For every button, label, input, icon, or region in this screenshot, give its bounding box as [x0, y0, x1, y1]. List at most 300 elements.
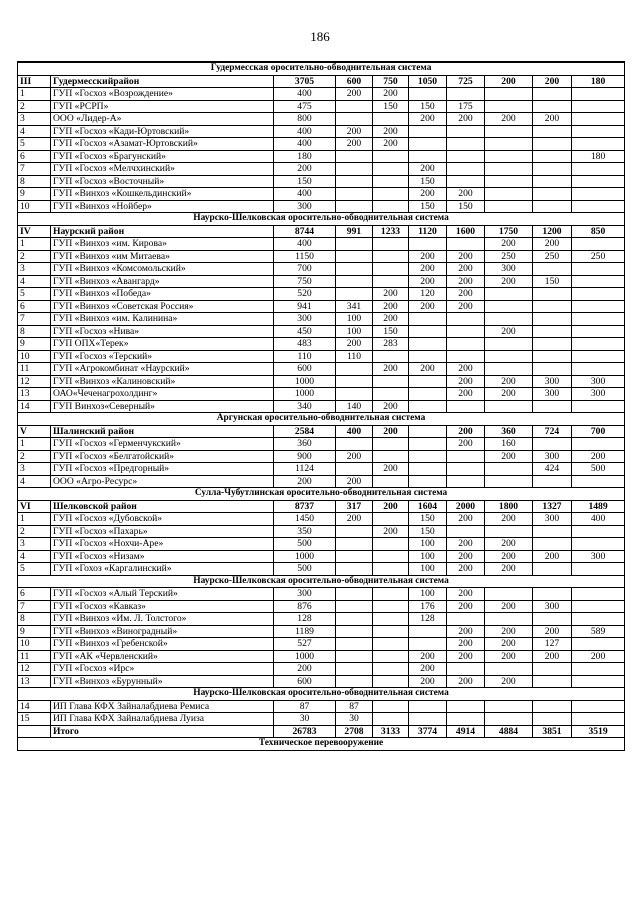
value-cell: 200 [373, 313, 409, 326]
row-number: 13 [18, 388, 51, 401]
value-cell [373, 113, 409, 126]
value-cell [373, 150, 409, 163]
value-cell [572, 338, 625, 351]
table-row [18, 313, 625, 326]
value-cell: 500 [572, 463, 625, 476]
system-header-row [18, 488, 625, 501]
value-cell: 1000 [274, 388, 336, 401]
value-cell: 200 [409, 263, 447, 276]
value-cell: 150 [274, 175, 336, 188]
value-cell: 600 [336, 75, 373, 88]
system-name: Гудермесская оросительно-обводнительная система [18, 62, 625, 75]
value-cell [447, 338, 485, 351]
system-header-row [18, 688, 625, 701]
value-cell [373, 613, 409, 626]
value-cell [336, 250, 373, 263]
value-cell: 800 [274, 113, 336, 126]
value-cell: 200 [447, 513, 485, 526]
value-cell [533, 588, 572, 601]
value-cell [409, 88, 447, 101]
value-cell [533, 188, 572, 201]
value-cell [373, 175, 409, 188]
value-cell [447, 350, 485, 363]
value-cell [533, 150, 572, 163]
value-cell: 500 [274, 563, 336, 576]
value-cell [533, 138, 572, 151]
enterprise-name: ГУП «РСРП» [51, 100, 274, 113]
value-cell: 941 [274, 300, 336, 313]
value-cell: 4884 [485, 725, 533, 738]
irrigation-table [17, 61, 625, 751]
system-name: Сулла-Чубутлинская оросительно-обводнительная система [18, 488, 625, 501]
row-number: 10 [18, 200, 51, 213]
row-number: 10 [18, 350, 51, 363]
district-total-row [18, 500, 625, 513]
value-cell [373, 375, 409, 388]
value-cell: 200 [447, 250, 485, 263]
value-cell [533, 363, 572, 376]
row-number: 1 [18, 438, 51, 451]
value-cell [373, 438, 409, 451]
value-cell [409, 338, 447, 351]
row-number: 4 [18, 475, 51, 488]
enterprise-name: Шалинский район [51, 425, 274, 438]
value-cell [409, 638, 447, 651]
row-number: 3 [18, 113, 51, 126]
row-number: 3 [18, 463, 51, 476]
value-cell: 200 [447, 563, 485, 576]
table-row [18, 325, 625, 338]
value-cell [409, 325, 447, 338]
value-cell [336, 650, 373, 663]
row-number: 14 [18, 400, 51, 413]
value-cell: 300 [485, 263, 533, 276]
value-cell [373, 588, 409, 601]
system-header-row [18, 62, 625, 75]
value-cell: 2584 [274, 425, 336, 438]
value-cell: 1233 [373, 225, 409, 238]
value-cell [485, 138, 533, 151]
value-cell: 200 [485, 275, 533, 288]
value-cell: 26783 [274, 725, 336, 738]
value-cell: 341 [336, 300, 373, 313]
value-cell: 200 [447, 388, 485, 401]
value-cell [533, 100, 572, 113]
value-cell [447, 400, 485, 413]
value-cell: 200 [274, 475, 336, 488]
value-cell [336, 538, 373, 551]
value-cell [533, 400, 572, 413]
value-cell [336, 625, 373, 638]
value-cell [409, 400, 447, 413]
value-cell: 200 [447, 600, 485, 613]
value-cell: 1150 [274, 250, 336, 263]
row-number: 9 [18, 188, 51, 201]
value-cell: 150 [373, 325, 409, 338]
value-cell: 300 [572, 388, 625, 401]
enterprise-name: Гудермесскийрайон [51, 75, 274, 88]
value-cell [572, 288, 625, 301]
enterprise-name: ГУП «Винхоз «Виноградный» [51, 625, 274, 638]
value-cell: 360 [485, 425, 533, 438]
value-cell: 200 [409, 113, 447, 126]
value-cell: 200 [485, 650, 533, 663]
value-cell: 300 [533, 450, 572, 463]
value-cell [533, 263, 572, 276]
value-cell: 200 [485, 600, 533, 613]
district-total-row [18, 725, 625, 738]
value-cell [336, 663, 373, 676]
system-name: Аргунская оросительно-обводнительная система [18, 413, 625, 426]
value-cell [447, 525, 485, 538]
enterprise-name: ГУП «Госхоз «Восточный» [51, 175, 274, 188]
table-row [18, 650, 625, 663]
value-cell: 4914 [447, 725, 485, 738]
value-cell: 200 [409, 275, 447, 288]
value-cell [485, 663, 533, 676]
value-cell: 150 [533, 275, 572, 288]
value-cell [409, 350, 447, 363]
enterprise-name: ГУП «Госхоз «Пахарь» [51, 525, 274, 538]
value-cell [447, 700, 485, 713]
value-cell: 400 [274, 188, 336, 201]
value-cell [533, 350, 572, 363]
value-cell [572, 663, 625, 676]
value-cell [409, 713, 447, 726]
value-cell [485, 588, 533, 601]
value-cell [336, 375, 373, 388]
value-cell [373, 163, 409, 176]
value-cell: 1000 [274, 650, 336, 663]
enterprise-name: ГУП «Винхоз «Гребенской» [51, 638, 274, 651]
value-cell: 1189 [274, 625, 336, 638]
value-cell [533, 338, 572, 351]
value-cell: 200 [485, 675, 533, 688]
value-cell: 200 [485, 75, 533, 88]
value-cell [336, 163, 373, 176]
table-row [18, 100, 625, 113]
value-cell: 200 [373, 125, 409, 138]
table-row [18, 375, 625, 388]
value-cell: 200 [373, 425, 409, 438]
enterprise-name: ГУП «Винхоз «Победа» [51, 288, 274, 301]
value-cell [336, 550, 373, 563]
system-header-row [18, 738, 625, 751]
value-cell: 100 [336, 325, 373, 338]
value-cell [447, 313, 485, 326]
system-header-row [18, 413, 625, 426]
enterprise-name: ГУП «Винхоз «им. Кирова» [51, 238, 274, 251]
value-cell: 340 [274, 400, 336, 413]
value-cell [373, 275, 409, 288]
value-cell: 200 [447, 650, 485, 663]
enterprise-name: ГУП «Винхоз «Нойбер» [51, 200, 274, 213]
value-cell [409, 375, 447, 388]
system-name: Техническое перевооружение [18, 738, 625, 751]
table-row [18, 713, 625, 726]
value-cell [485, 700, 533, 713]
row-number: 5 [18, 288, 51, 301]
value-cell: 200 [447, 625, 485, 638]
enterprise-name: ГУП «Винхоз «им. Калинина» [51, 313, 274, 326]
row-number: 4 [18, 275, 51, 288]
value-cell: 176 [409, 600, 447, 613]
value-cell [447, 150, 485, 163]
value-cell: 750 [274, 275, 336, 288]
row-number: 10 [18, 638, 51, 651]
table-row [18, 438, 625, 451]
value-cell: 150 [409, 100, 447, 113]
row-number: 2 [18, 525, 51, 538]
value-cell: 128 [274, 613, 336, 626]
value-cell: 3851 [533, 725, 572, 738]
enterprise-name: ГУП «Винхоз «им Митаева» [51, 250, 274, 263]
enterprise-name: ГУП «АК «Червленский» [51, 650, 274, 663]
row-number: 5 [18, 138, 51, 151]
value-cell [485, 475, 533, 488]
value-cell [572, 600, 625, 613]
value-cell [447, 238, 485, 251]
enterprise-name: ГУП «Винхоз «Кошкельдинский» [51, 188, 274, 201]
row-number: 5 [18, 563, 51, 576]
enterprise-name: ГУП ОПХ«Терек» [51, 338, 274, 351]
value-cell: 1489 [572, 500, 625, 513]
value-cell [572, 325, 625, 338]
value-cell [409, 475, 447, 488]
row-number: 12 [18, 663, 51, 676]
value-cell [572, 113, 625, 126]
value-cell [336, 638, 373, 651]
value-cell [336, 525, 373, 538]
value-cell: 110 [336, 350, 373, 363]
value-cell [336, 238, 373, 251]
table-row [18, 250, 625, 263]
row-number: 9 [18, 338, 51, 351]
row-number: 4 [18, 550, 51, 563]
row-number: 7 [18, 313, 51, 326]
value-cell: 100 [336, 313, 373, 326]
value-cell: 200 [485, 638, 533, 651]
value-cell: 200 [409, 363, 447, 376]
enterprise-name: ГУП «Госхоз «Алый Терский» [51, 588, 274, 601]
value-cell: 175 [447, 100, 485, 113]
value-cell: 200 [447, 113, 485, 126]
value-cell [572, 163, 625, 176]
value-cell: 200 [572, 450, 625, 463]
value-cell [572, 275, 625, 288]
value-cell: 180 [572, 75, 625, 88]
value-cell: 1000 [274, 375, 336, 388]
system-name: Наурско-Шелковская оросительно-обводнительная система [18, 575, 625, 588]
value-cell: 30 [336, 713, 373, 726]
row-number: 12 [18, 375, 51, 388]
value-cell [373, 388, 409, 401]
value-cell [336, 438, 373, 451]
value-cell: 3133 [373, 725, 409, 738]
value-cell: 200 [336, 513, 373, 526]
row-number: 7 [18, 600, 51, 613]
enterprise-name: ГУП «Госхоз «Дубовской» [51, 513, 274, 526]
value-cell [485, 350, 533, 363]
value-cell [572, 588, 625, 601]
value-cell: 589 [572, 625, 625, 638]
system-header-row [18, 575, 625, 588]
table-row [18, 150, 625, 163]
value-cell [485, 188, 533, 201]
value-cell [373, 713, 409, 726]
value-cell [533, 325, 572, 338]
value-cell: 200 [447, 438, 485, 451]
value-cell: 500 [274, 538, 336, 551]
value-cell [533, 713, 572, 726]
value-cell [373, 538, 409, 551]
value-cell: 1600 [447, 225, 485, 238]
value-cell: 30 [274, 713, 336, 726]
row-number: 6 [18, 300, 51, 313]
value-cell [447, 138, 485, 151]
value-cell [373, 663, 409, 676]
enterprise-name: ГУП «Госхоз «Азамат-Юртовский» [51, 138, 274, 151]
value-cell [533, 300, 572, 313]
table-row [18, 350, 625, 363]
system-header-row [18, 213, 625, 226]
value-cell [373, 350, 409, 363]
value-cell: 2708 [336, 725, 373, 738]
value-cell: 1124 [274, 463, 336, 476]
value-cell [373, 263, 409, 276]
value-cell: 127 [533, 638, 572, 651]
value-cell [533, 675, 572, 688]
value-cell [572, 438, 625, 451]
value-cell [572, 313, 625, 326]
value-cell [572, 638, 625, 651]
value-cell: 424 [533, 463, 572, 476]
value-cell: 200 [373, 363, 409, 376]
table-row [18, 638, 625, 651]
system-name: Наурско-Шелковская оросительно-обводнительная система [18, 213, 625, 226]
row-number: 1 [18, 513, 51, 526]
table-row [18, 625, 625, 638]
row-number: III [18, 75, 51, 88]
value-cell: 200 [447, 363, 485, 376]
value-cell [409, 388, 447, 401]
value-cell: 200 [336, 88, 373, 101]
value-cell: 250 [533, 250, 572, 263]
value-cell: 110 [274, 350, 336, 363]
table-row [18, 338, 625, 351]
value-cell: 200 [447, 588, 485, 601]
value-cell [373, 563, 409, 576]
value-cell [572, 100, 625, 113]
value-cell: 150 [447, 200, 485, 213]
value-cell: 200 [447, 675, 485, 688]
value-cell [485, 525, 533, 538]
value-cell: 100 [409, 538, 447, 551]
value-cell [336, 188, 373, 201]
table-row [18, 163, 625, 176]
value-cell: 700 [572, 425, 625, 438]
enterprise-name: ООО «Лидер-А» [51, 113, 274, 126]
value-cell: 483 [274, 338, 336, 351]
value-cell: 100 [409, 563, 447, 576]
enterprise-name: ГУП «Госхоз «Брагунский» [51, 150, 274, 163]
row-number [18, 725, 51, 738]
value-cell: 100 [409, 588, 447, 601]
value-cell: 200 [409, 188, 447, 201]
value-cell [409, 625, 447, 638]
value-cell [572, 138, 625, 151]
value-cell [572, 125, 625, 138]
enterprise-name: ГУП Винхоз«Северный» [51, 400, 274, 413]
value-cell: 200 [373, 300, 409, 313]
value-cell: 180 [572, 150, 625, 163]
row-number: 15 [18, 713, 51, 726]
value-cell: 1000 [274, 550, 336, 563]
value-cell: 87 [274, 700, 336, 713]
value-cell: 475 [274, 100, 336, 113]
value-cell [485, 400, 533, 413]
page-number: 186 [310, 29, 330, 44]
enterprise-name: ГУП «Агрокомбинат «Наурский» [51, 363, 274, 376]
value-cell: 200 [485, 450, 533, 463]
value-cell [336, 113, 373, 126]
value-cell: 1327 [533, 500, 572, 513]
row-number: 13 [18, 675, 51, 688]
enterprise-name: ГУП «Винхоз «Им. Л. Толстого» [51, 613, 274, 626]
value-cell [572, 713, 625, 726]
value-cell [533, 288, 572, 301]
value-cell [485, 163, 533, 176]
value-cell [447, 175, 485, 188]
value-cell [336, 563, 373, 576]
enterprise-name: ГУП «Винхоз «Бурунный» [51, 675, 274, 688]
enterprise-name: ОАО«Чеченагрохолдинг» [51, 388, 274, 401]
value-cell [485, 288, 533, 301]
value-cell [572, 175, 625, 188]
value-cell: 200 [485, 563, 533, 576]
value-cell [336, 675, 373, 688]
value-cell [485, 175, 533, 188]
value-cell: 200 [533, 113, 572, 126]
value-cell [572, 200, 625, 213]
value-cell: 450 [274, 325, 336, 338]
value-cell: 200 [533, 650, 572, 663]
value-cell: 1800 [485, 500, 533, 513]
row-number: 8 [18, 325, 51, 338]
value-cell [447, 663, 485, 676]
value-cell: 300 [533, 375, 572, 388]
table-row [18, 263, 625, 276]
value-cell [373, 700, 409, 713]
value-cell [485, 100, 533, 113]
table-row [18, 138, 625, 151]
value-cell: 200 [533, 75, 572, 88]
table-row [18, 450, 625, 463]
value-cell [572, 188, 625, 201]
value-cell [572, 238, 625, 251]
enterprise-name: ООО «Агро-Ресурс» [51, 475, 274, 488]
value-cell [485, 613, 533, 626]
value-cell: 87 [336, 700, 373, 713]
value-cell: 283 [373, 338, 409, 351]
row-number: 14 [18, 700, 51, 713]
value-cell: 250 [572, 250, 625, 263]
value-cell [373, 550, 409, 563]
value-cell [373, 513, 409, 526]
value-cell [533, 163, 572, 176]
value-cell [572, 300, 625, 313]
value-cell [336, 275, 373, 288]
